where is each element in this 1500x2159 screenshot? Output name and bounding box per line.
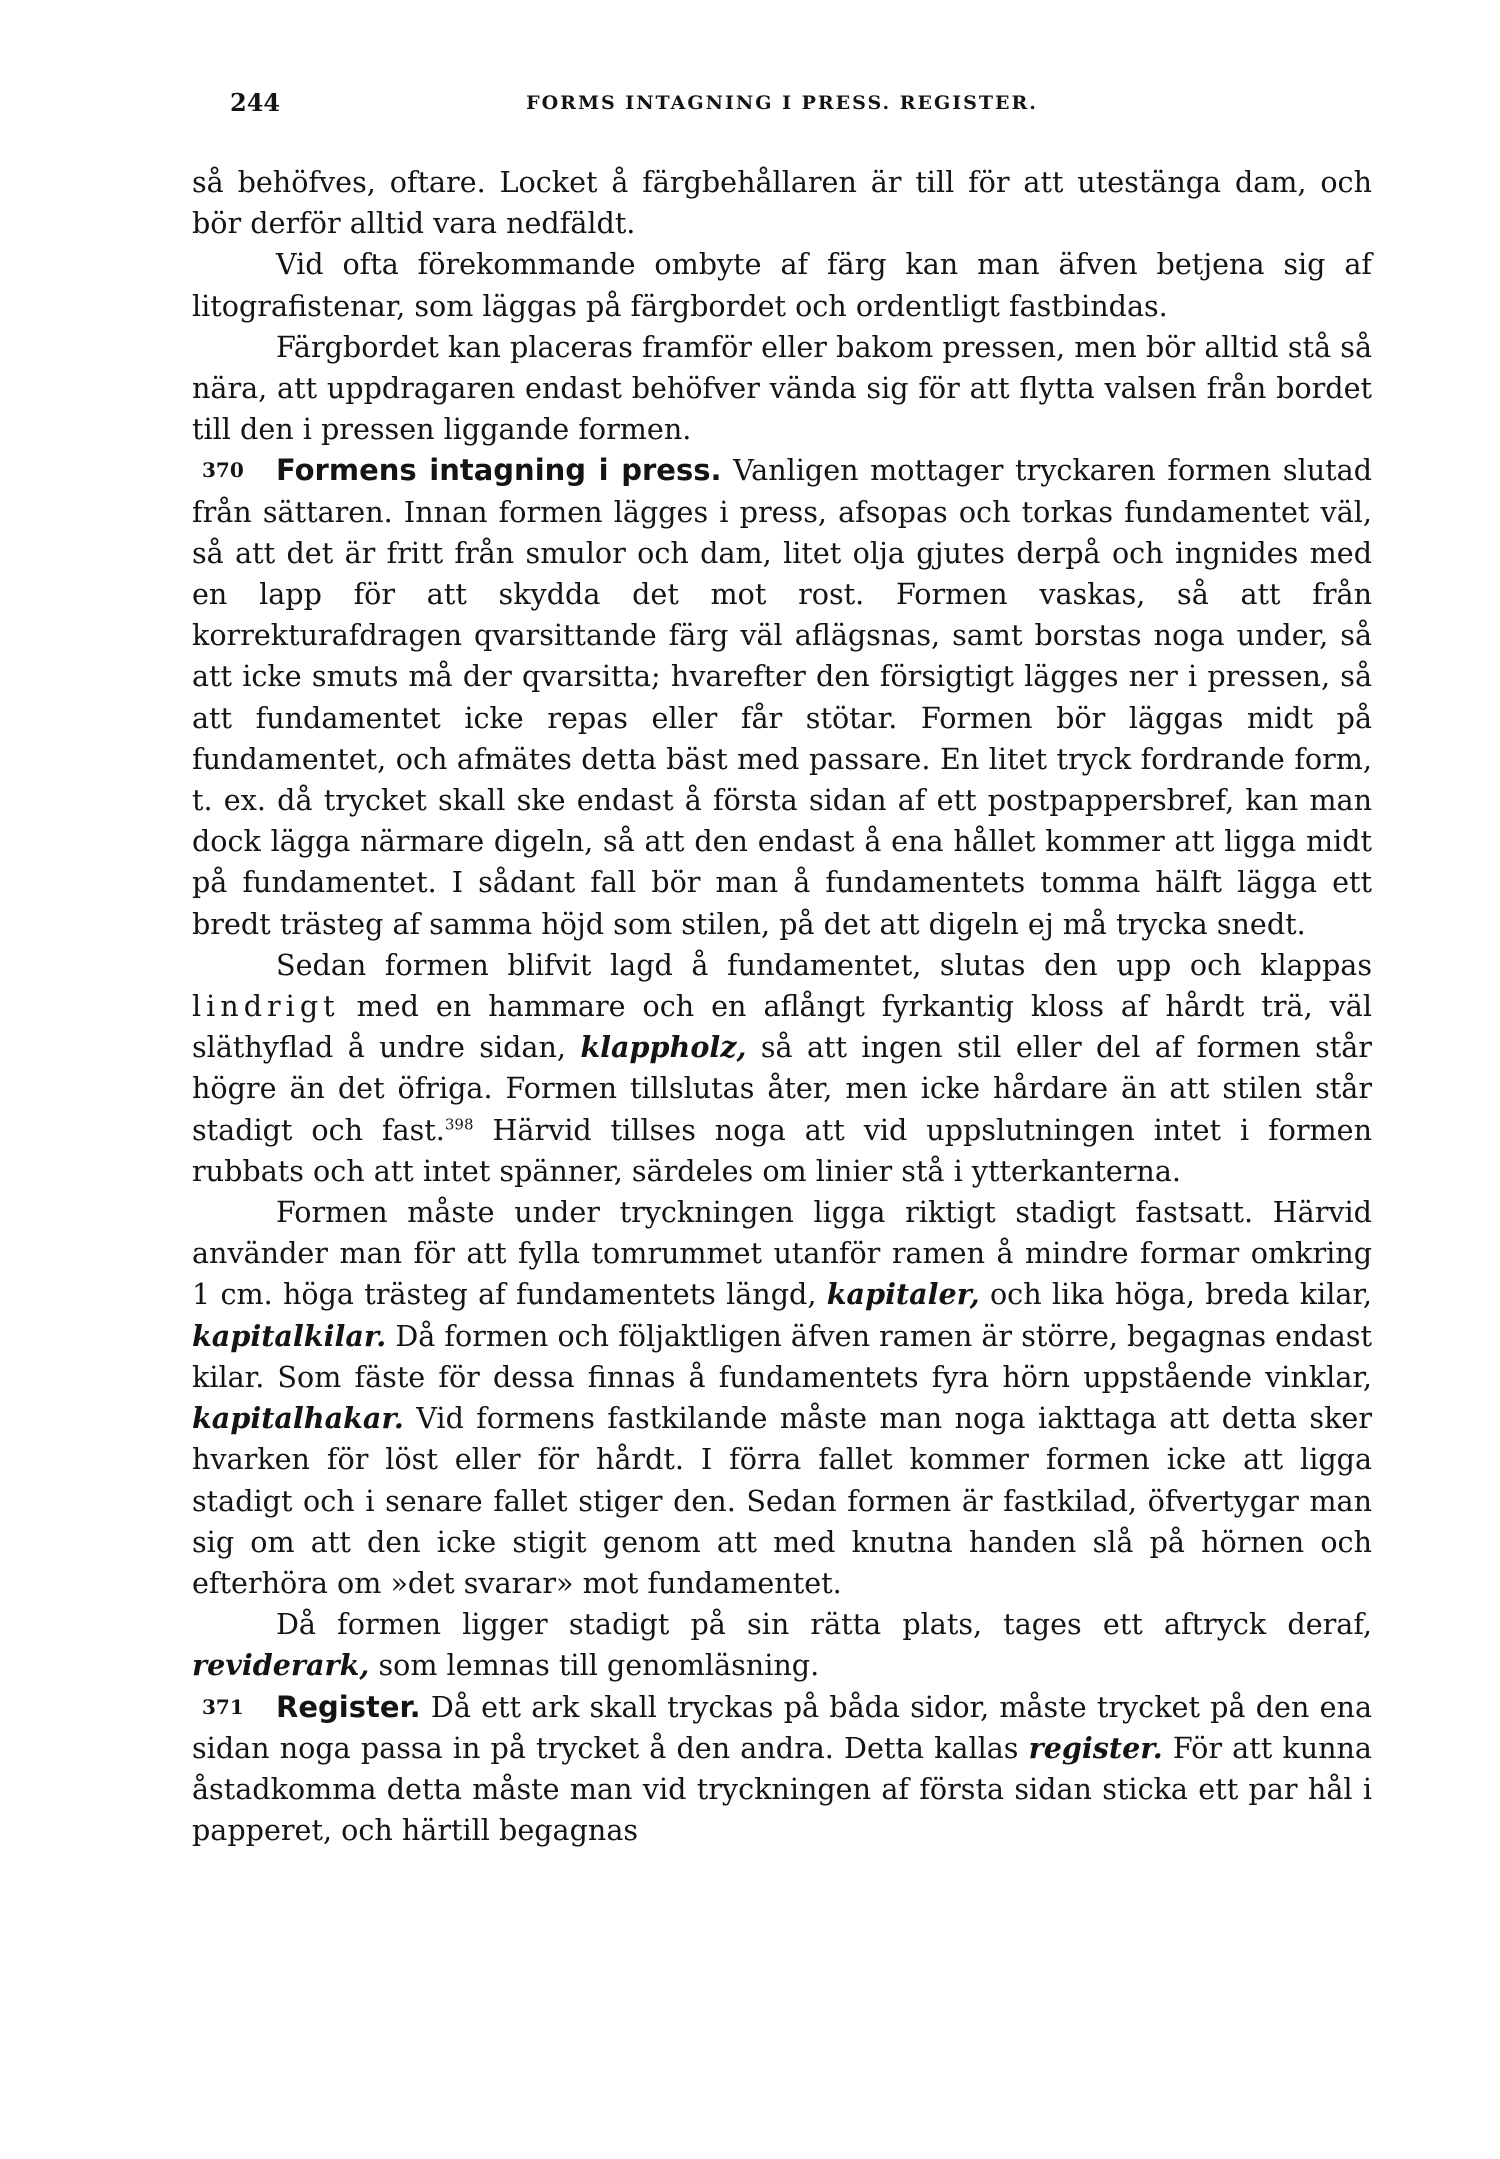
paragraph — [192, 1192, 1372, 1604]
text-run: Vid formens fastkilande måste man noga iakttaga att detta sker hvarken för löst eller för hårdt. I förra fallet kommer formen icke att ligga stadigt och i senare fallet stiger den. Sedan formen är fastkilad, öfvertygar man sig om att den icke stigit genom att med knutna handen slå på hörnen och efterhöra om »det svarar» mot fundamentet. — [192, 1401, 1372, 1600]
text-run: Då formen ligger stadigt på sin rätta plats, tages ett aftryck deraf, — [276, 1607, 1372, 1642]
section-371 — [192, 1687, 1372, 1852]
text-run: Då formen och följaktligen äfven ramen är större, begagnas endast kilar. Som fäste för dessa finnas å fundamentets fyra hörn uppstående vinklar, — [192, 1318, 1373, 1394]
term: kapitalhakar. — [192, 1401, 404, 1436]
emphasis-spaced: lindrigt — [192, 989, 340, 1024]
text-run: Formen måste under tryckningen ligga riktigt stadigt fastsatt. Härvid använder man för att fylla tomrummet utanför ramen å mindre formar omkring 1 cm. höga trästeg af fundamentets längd, — [192, 1195, 1372, 1312]
section-number: 371 — [202, 1694, 244, 1719]
term: kapitalkilar. — [192, 1318, 387, 1353]
section-heading: Register. — [276, 1689, 421, 1724]
paragraph: Vid ofta förekommande ombyte af färg kan man äfven betjena sig af litografistenar, som läggas på färgbordet och ordentligt fastbindas. — [192, 247, 1372, 323]
section-body: Vanligen mottager tryckaren formen slutad från sättaren. Innan formen lägges i press, afsopas och torkas fundamentet väl, så att det är fritt från smulor och dam, litet olja gjutes derpå och ingnides med en lapp för att skydda det mot rost. Formen vaskas, så att från korrekturafdragen qvarsittande färg väl aflägsnas, samt borstas noga under, så att icke smuts må der qvarsitta; hvarefter den försigtigt lägges ner i pressen, så att fundamentet icke repas eller får stötar. Formen bör läggas midt på fundamentet, och afmätes detta bäst med passare. En litet tryck fordrande form, t. ex. då trycket skall ske endast å första sidan af ett postpappersbref, kan man dock lägga närmare digeln, så att den endast å ena hållet kommer att ligga midt på fundamentet. I sådant fall bör man å fundamentets tomma hälft lägga ett bredt trästeg af samma höjd som stilen, på det att digeln ej må trycka snedt. — [192, 453, 1372, 941]
body-text — [192, 162, 1372, 1851]
section-number: 370 — [202, 458, 244, 483]
book-page — [192, 88, 1372, 1851]
text-run: Härvid tillses noga att vid uppslutningen intet i formen rubbats och att intet spänner, särdeles om linier stå i ytterkanterna. — [192, 1112, 1372, 1188]
term: reviderark, — [192, 1648, 370, 1683]
section-heading: Formens intagning i press. — [276, 453, 722, 488]
text-run: Sedan formen blifvit lagd å fundamentet, slutas den upp och klappas — [276, 947, 1372, 982]
text-run: och lika höga, breda kilar, — [989, 1277, 1373, 1312]
paragraph: Färgbordet kan placeras framför eller bakom pressen, men bör alltid stå så nära, att uppdragaren endast behöfver vända sig för att flytta valsen från bordet till den i pressen liggande formen. — [192, 329, 1372, 447]
term: kapitaler, — [826, 1277, 980, 1312]
section-370 — [192, 450, 1372, 944]
text-run: som lemnas till genomläsning. — [378, 1648, 820, 1683]
paragraph — [192, 1604, 1372, 1686]
running-head: FORMS INTAGNING I PRESS. REGISTER. — [526, 92, 1038, 114]
term: klappholz, — [580, 1030, 747, 1065]
paragraph — [192, 945, 1372, 1192]
footnote-ref: 398 — [444, 1115, 474, 1134]
paragraph: så behöfves, oftare. Locket å färgbehållaren är till för att utestänga dam, och bör derför alltid vara nedfäldt. — [192, 165, 1372, 241]
text-run: så att ingen stil eller del af formen står högre än det öfriga. Formen tillslutas åter, men icke hårdare än att stilen står stadigt och fast. — [192, 1030, 1372, 1147]
section-body: För att kunna åstadkomma detta måste man vid tryckningen af första sidan sticka ett par hål i papperet, och härtill begagnas — [192, 1730, 1372, 1848]
page-header — [192, 88, 1372, 128]
text-run: med en hammare och en aflångt fyrkantig kloss af hårdt trä, väl släthyflad å undre sidan, — [192, 989, 1373, 1065]
page-number: 244 — [230, 88, 281, 117]
term: register. — [1028, 1730, 1163, 1765]
section-body: Då ett ark skall tryckas på båda sidor, måste trycket på den ena sidan noga passa in på trycket å den andra. Detta kallas — [192, 1689, 1372, 1765]
